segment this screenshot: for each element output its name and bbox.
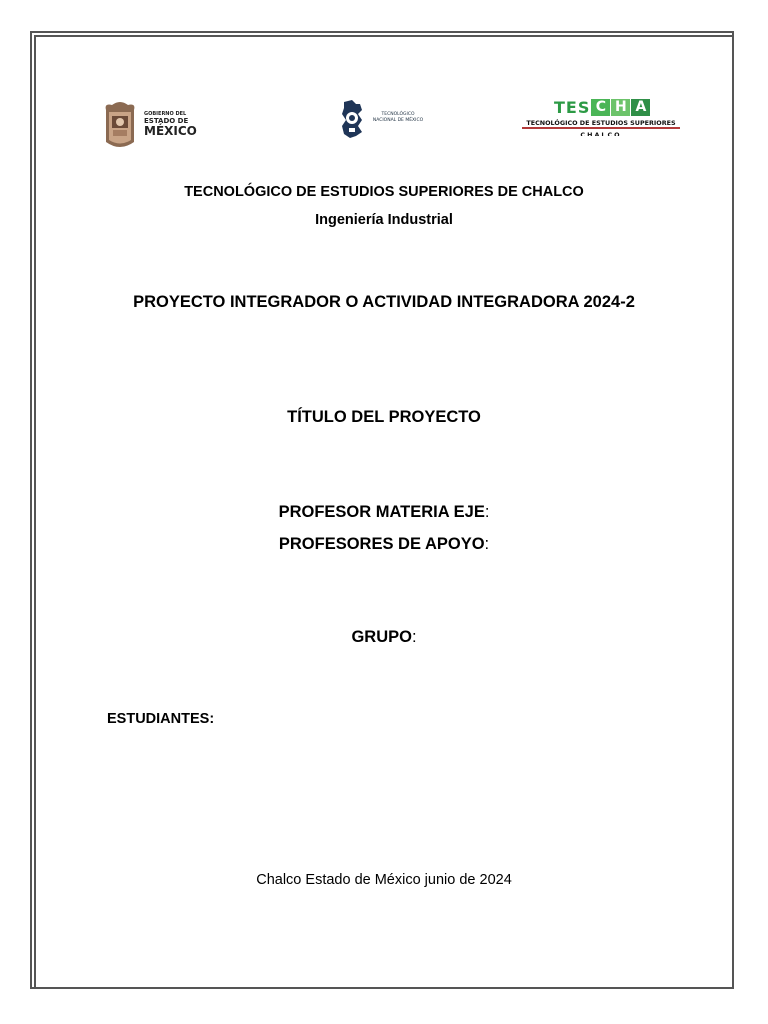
tescha-underline <box>522 127 680 129</box>
tescha-letter-h: H <box>611 99 630 116</box>
tescha-letter-c: C <box>591 99 610 116</box>
project-title: TÍTULO DEL PROYECTO <box>287 408 481 426</box>
institution-name: TECNOLÓGICO DE ESTUDIOS SUPERIORES DE CHALCO <box>184 184 584 200</box>
main-professor-line <box>34 503 734 522</box>
edomex-line3: MÉXICO <box>144 124 197 138</box>
tecnm-line1: TECNOLÓGICO <box>381 112 415 117</box>
tescha-subtitle2: CHALCO <box>580 131 622 136</box>
group-label: GRUPO <box>351 628 412 646</box>
main-professor-colon: : <box>484 503 490 521</box>
group-colon: : <box>411 628 417 646</box>
tecnm-line2: NACIONAL DE MÉXICO <box>372 117 424 123</box>
group-line <box>34 628 734 647</box>
career-name: Ingeniería Industrial <box>315 212 453 228</box>
tescha-logo <box>520 98 682 136</box>
support-professors-line <box>34 535 734 554</box>
tescha-tes: TES <box>554 98 591 117</box>
edomex-line1: GOBIERNO DEL <box>144 111 187 117</box>
tescha-subtitle: TECNOLÓGICO DE ESTUDIOS SUPERIORES <box>526 119 676 127</box>
main-professor-label: PROFESOR MATERIA EJE <box>278 503 485 521</box>
project-heading: PROYECTO INTEGRADOR O ACTIVIDAD INTEGRADORA 2024-2 <box>133 293 635 311</box>
edomex-logo <box>100 100 210 152</box>
tecnm-logo <box>338 98 438 140</box>
tescha-letter-a: A <box>631 99 650 116</box>
support-professors-label: PROFESORES DE APOYO <box>278 535 485 553</box>
students-label: ESTUDIANTES: <box>107 711 215 727</box>
tecnm-gear-icon <box>338 98 366 140</box>
edomex-shield-icon <box>100 100 140 152</box>
support-professors-colon: : <box>484 535 490 553</box>
edomex-line2: ESTADO DE <box>144 117 189 125</box>
place-date: Chalco Estado de México junio de 2024 <box>256 872 512 888</box>
